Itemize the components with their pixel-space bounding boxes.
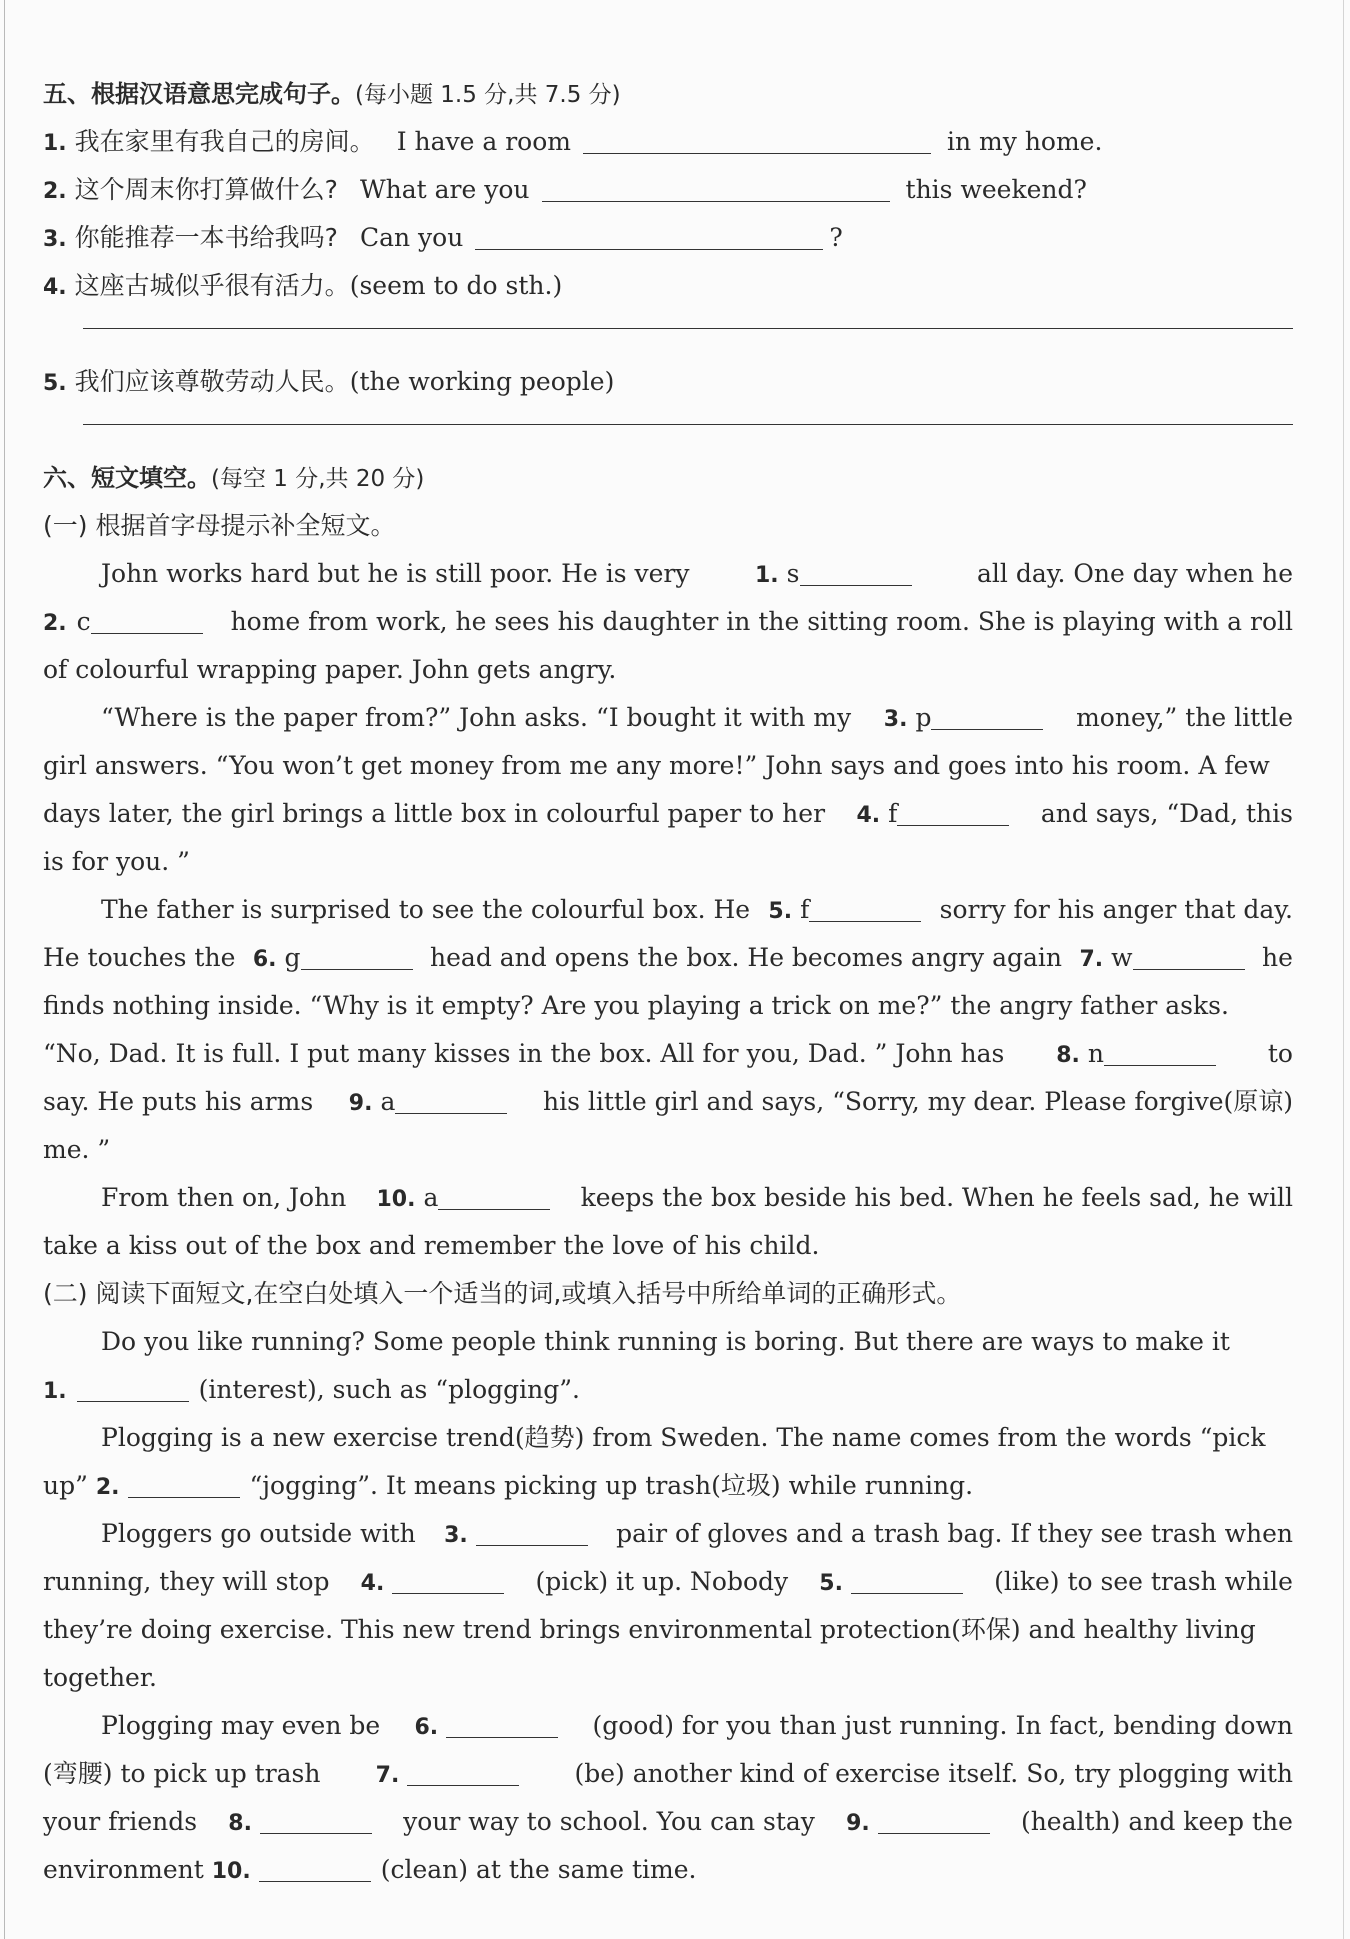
passage2-line (43, 1558, 1293, 1606)
answer-blank[interactable] (260, 1803, 372, 1834)
answer-blank[interactable] (1104, 1035, 1216, 1066)
initial-letter: w (1111, 943, 1133, 972)
passage2-line (43, 1702, 1293, 1750)
passage2-line (43, 1366, 1293, 1414)
section6-heading (43, 454, 1293, 502)
answer-blank[interactable] (897, 795, 1009, 826)
text: and says, “Dad, this (1040, 799, 1293, 828)
text: Do you like running? Some people think running is boring. But there are ways to make it (101, 1327, 1230, 1356)
initial-letter: c (76, 607, 91, 636)
passage2-line (43, 1318, 1293, 1366)
text: (interest), such as “plogging”. (198, 1375, 580, 1404)
answer-blank[interactable] (583, 123, 931, 154)
passage2-line (43, 1750, 1293, 1798)
blank-number: 6. (414, 1715, 439, 1740)
initial-letter: g (284, 943, 301, 972)
text: Plogging may even be (101, 1711, 381, 1740)
text: keeps the box beside his bed. When he feels sad, he will (580, 1183, 1293, 1212)
text: your friends (43, 1807, 198, 1836)
answer-blank[interactable] (395, 1083, 507, 1114)
passage1-line (43, 742, 1293, 790)
text: he (1262, 943, 1293, 972)
blank-number: 1. (754, 563, 779, 588)
blank-number: 3. (883, 707, 908, 732)
passage1-line (43, 550, 1293, 598)
passage1-line (43, 646, 1293, 694)
text: (be) another kind of exercise itself. So, try plogging with (574, 1759, 1293, 1788)
blank-number: 2. (95, 1475, 120, 1500)
section6-note: (每空 1 分,共 20 分) (211, 466, 425, 492)
text: his little girl and says, “Sorry, my dear. Please forgive(原谅) (542, 1087, 1293, 1116)
answer-line-5[interactable] (43, 406, 1293, 454)
passage1-line (43, 1174, 1293, 1222)
passage1-line (43, 1126, 1293, 1174)
chinese-prompt: 我在家里有我自己的房间。 (74, 127, 375, 156)
text: me. ” (43, 1135, 111, 1164)
text: girl answers. “You won’t get money from me any more!” John says and goes into his room. A few (43, 751, 1270, 780)
passage1-line (43, 886, 1293, 934)
blank-number: 5. (819, 1571, 843, 1596)
text: (pick) it up. Nobody (535, 1567, 789, 1596)
blank-number: 3. (444, 1523, 468, 1548)
blank-number: 1. (43, 1379, 67, 1404)
s5-item-4 (43, 262, 1293, 310)
answer-blank[interactable] (301, 939, 413, 970)
text: together. (43, 1663, 157, 1692)
answer-blank[interactable] (476, 1515, 588, 1546)
text: (clean) at the same time. (380, 1855, 697, 1884)
text: (like) to see trash while (994, 1567, 1293, 1596)
text: sorry for his anger that day. (939, 895, 1293, 924)
passage2-line (43, 1414, 1293, 1462)
blank-number: 8. (1056, 1043, 1080, 1068)
text: is for you. ” (43, 847, 190, 876)
english-start: I have a room (396, 127, 571, 156)
text: your way to school. You can stay (403, 1807, 815, 1836)
text: “No, Dad. It is full. I put many kisses in the box. All for you, Dad. ” John has (43, 1039, 1005, 1068)
passage2-line (43, 1510, 1293, 1558)
initial-letter: n (1087, 1039, 1105, 1068)
passage1-line (43, 1030, 1293, 1078)
text: head and opens the box. He becomes angry again (430, 943, 1062, 972)
section5-heading (43, 70, 1293, 118)
answer-blank[interactable] (800, 555, 912, 586)
passage1-line (43, 1078, 1293, 1126)
blank-number: 6. (252, 947, 277, 972)
answer-blank[interactable] (392, 1563, 504, 1594)
answer-blank[interactable] (91, 603, 203, 634)
answer-blank[interactable] (1133, 939, 1245, 970)
item-number: 4. (43, 275, 67, 300)
answer-blank[interactable] (809, 891, 921, 922)
initial-letter: f (800, 895, 810, 924)
text: money,” the little (1076, 703, 1293, 732)
text: From then on, John (101, 1183, 347, 1212)
passage2-line (43, 1846, 1293, 1894)
blank-number: 8. (228, 1811, 252, 1836)
english-end: ? (829, 223, 843, 252)
passage2-line (43, 1462, 1293, 1510)
answer-blank[interactable] (446, 1707, 558, 1738)
page-edge-right (1343, 0, 1344, 1939)
text: running, they will stop (43, 1567, 330, 1596)
item-number: 3. (43, 227, 67, 252)
text: pair of gloves and a trash bag. If they see trash when (616, 1519, 1293, 1548)
blank-number: 7. (375, 1763, 400, 1788)
initial-letter: a (423, 1183, 439, 1212)
answer-blank[interactable] (77, 1371, 189, 1402)
answer-blank[interactable] (878, 1803, 990, 1834)
passage1-line (43, 838, 1293, 886)
item-number: 1. (43, 131, 67, 156)
blank-number: 4. (856, 803, 881, 828)
blank-number: 7. (1079, 947, 1104, 972)
text: say. He puts his arms (43, 1087, 314, 1116)
text: The father is surprised to see the colourful box. He (101, 895, 751, 924)
english-start: Can you (359, 223, 464, 252)
passage1-line (43, 934, 1293, 982)
s5-item-1 (43, 118, 1293, 166)
s5-item-5 (43, 358, 1293, 406)
passage2-line (43, 1798, 1293, 1846)
item-number: 5. (43, 371, 67, 396)
passage1-line (43, 982, 1293, 1030)
english-start: What are you (359, 175, 530, 204)
text: finds nothing inside. “Why is it empty? Are you playing a trick on me?” the angry father asks. (43, 991, 1229, 1020)
english-end: in my home. (947, 127, 1103, 156)
s5-item-2 (43, 166, 1293, 214)
english-end: this weekend? (905, 175, 1087, 204)
initial-letter: s (786, 559, 800, 588)
passage1-line (43, 1222, 1293, 1270)
passage1-line (43, 790, 1293, 838)
text: of colourful wrapping paper. John gets angry. (43, 655, 617, 684)
blank-number: 4. (360, 1571, 385, 1596)
text: Ploggers go outside with (101, 1519, 416, 1548)
answer-blank[interactable] (128, 1467, 240, 1498)
chinese-prompt: 这个周末你打算做什么? (74, 175, 338, 204)
text: He touches the (43, 943, 236, 972)
text: “Where is the paper from?” John asks. “I bought it with my (101, 703, 852, 732)
blank-number: 5. (768, 899, 793, 924)
blank-number: 9. (348, 1091, 373, 1116)
page-edge-left (4, 0, 5, 1939)
initial-letter: f (888, 799, 898, 828)
answer-blank[interactable] (542, 171, 890, 202)
item-number: 2. (43, 179, 67, 204)
passage1-line (43, 598, 1293, 646)
part1-title: (一) 根据首字母提示补全短文。 (43, 511, 396, 540)
passage2-line (43, 1606, 1293, 1654)
blank-number: 2. (43, 611, 67, 636)
text: (health) and keep the (1020, 1807, 1293, 1836)
section6-title: 六、短文填空。 (43, 464, 211, 492)
text: take a kiss out of the box and remember the love of his child. (43, 1231, 820, 1260)
chinese-prompt: 这座古城似乎很有活力。 (74, 271, 350, 300)
text: home from work, he sees his daughter in the sitting room. She is playing with a roll (230, 607, 1293, 636)
passage2-line (43, 1654, 1293, 1702)
answer-blank[interactable] (475, 219, 823, 250)
text: days later, the girl brings a little box in colourful paper to her (43, 799, 826, 828)
blank-number: 10. (211, 1859, 251, 1884)
text: “jogging”. It means picking up trash(垃圾) while running. (249, 1471, 974, 1500)
text: Plogging is a new exercise trend(趋势) from Sweden. The name comes from the words “pick (101, 1423, 1266, 1452)
section5-note: (每小题 1.5 分,共 7.5 分) (355, 82, 621, 108)
answer-blank[interactable] (851, 1563, 963, 1594)
answer-blank[interactable] (407, 1755, 519, 1786)
answer-blank[interactable] (931, 699, 1043, 730)
initial-letter: a (380, 1087, 396, 1116)
hint-text: (the working people) (349, 367, 615, 396)
text: (弯腰) to pick up trash (43, 1759, 321, 1788)
hint-text: (seem to do sth.) (349, 271, 563, 300)
blank-number: 9. (846, 1811, 870, 1836)
passage1-line (43, 694, 1293, 742)
s5-item-3 (43, 214, 1293, 262)
text: all day. One day when he (976, 559, 1293, 588)
answer-blank[interactable] (438, 1179, 550, 1210)
text: to (1267, 1039, 1293, 1068)
worksheet (43, 70, 1293, 1894)
text: (good) for you than just running. In fact, bending down (592, 1711, 1293, 1740)
text: John works hard but he is still poor. He is very (101, 559, 690, 588)
part2-title: (二) 阅读下面短文,在空白处填入一个适当的词,或填入括号中所给单词的正确形式。 (43, 1279, 962, 1308)
initial-letter: p (915, 703, 932, 732)
text: they’re doing exercise. This new trend brings environmental protection(环保) and healthy living (43, 1615, 1256, 1644)
chinese-prompt: 我们应该尊敬劳动人民。 (74, 367, 350, 396)
text: up” (43, 1471, 88, 1500)
section5-title: 五、根据汉语意思完成句子。 (43, 80, 355, 108)
answer-blank[interactable] (259, 1851, 371, 1882)
chinese-prompt: 你能推荐一本书给我吗? (74, 223, 338, 252)
text: environment (43, 1855, 204, 1884)
answer-line-4[interactable] (43, 310, 1293, 358)
blank-number: 10. (376, 1187, 416, 1212)
